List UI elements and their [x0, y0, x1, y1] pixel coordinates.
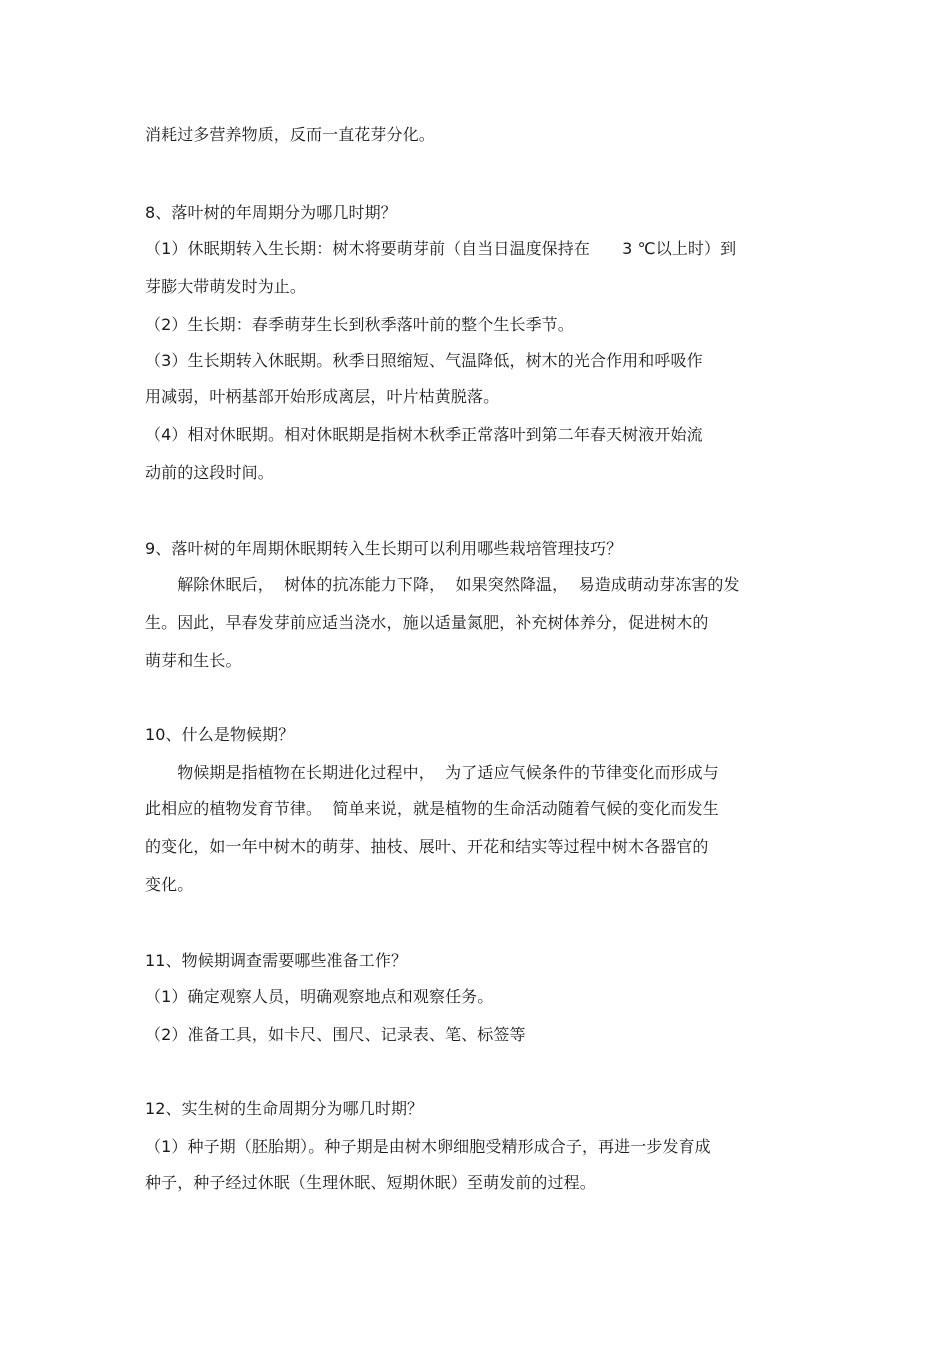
text-line: 变化。 [145, 875, 194, 894]
text-line: 此相应的植物发育节律。 简单来说，就是植物的生命活动随着气候的变化而发生 [145, 799, 719, 818]
text-line: 萌芽和生长。 [145, 651, 242, 670]
text-line: 芽膨大带萌发时为止。 [145, 277, 307, 296]
text-line: 物候期是指植物在长期进化过程中， 为了适应气候条件的节律变化而形成与 [145, 763, 719, 782]
question-heading: 11、物候期调查需要哪些准备工作？ [145, 951, 408, 970]
text-line: 种子，种子经过休眠（生理休眠、短期休眠）至萌发前的过程。 [145, 1173, 596, 1192]
text-line: （3）生长期转入休眠期。秋季日照缩短、气温降低，树木的光合作用和呼吸作 [145, 351, 703, 370]
text-line: 的变化，如一年中树木的萌芽、抽枝、展叶、开花和结实等过程中树木各器官的 [145, 837, 709, 856]
text-line: 生。因此，早春发芽前应适当浇水，施以适量氮肥，补充树体养分，促进树木的 [145, 613, 709, 632]
text-line: （2）生长期：春季萌芽生长到秋季落叶前的整个生长季节。 [145, 315, 574, 334]
question-heading: 12、实生树的生命周期分为哪几时期？ [145, 1099, 424, 1118]
question-heading: 10、什么是物候期？ [145, 725, 295, 744]
text-line: （1）休眠期转入生长期：树木将要萌芽前（自当日温度保持在 3 ℃以上时）到 [145, 239, 737, 258]
text-line: （2）准备工具，如卡尺、围尺、记录表、笔、标签等 [145, 1025, 526, 1044]
text-line: （1）种子期（胚胎期）。种子期是由树木卵细胞受精形成合子，再进一步发育成 [145, 1137, 711, 1156]
text-line: （1）确定观察人员，明确观察地点和观察任务。 [145, 987, 494, 1006]
text-line: 解除休眠后， 树体的抗冻能力下降， 如果突然降温， 易造成萌动芽冻害的发 [145, 575, 740, 594]
text-line: 消耗过多营养物质，反而一直花芽分化。 [145, 125, 435, 144]
question-heading: 9、落叶树的年周期休眠期转入生长期可以利用哪些栽培管理技巧？ [145, 539, 623, 558]
text-line: 用减弱，叶柄基部开始形成离层，叶片枯黄脱落。 [145, 387, 500, 406]
text-line: 动前的这段时间。 [145, 463, 274, 482]
question-heading: 8、落叶树的年周期分为哪几时期？ [145, 203, 397, 222]
text-line: （4）相对休眠期。相对休眠期是指树木秋季正常落叶到第二年春天树液开始流 [145, 425, 703, 444]
